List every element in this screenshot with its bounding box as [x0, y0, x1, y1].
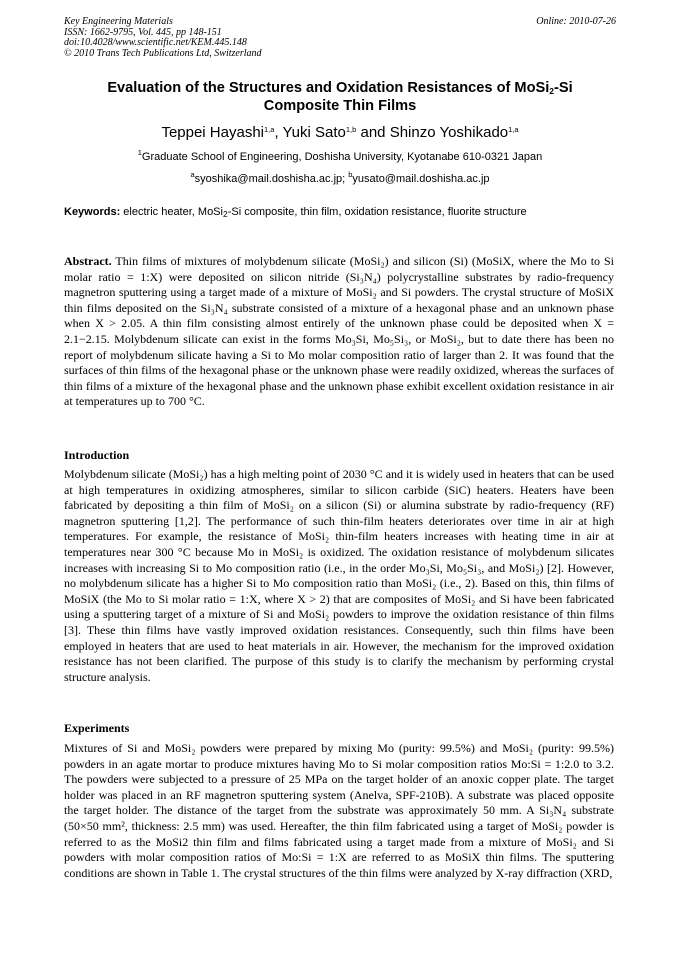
introduction-section	[64, 467, 614, 685]
abstract-label: Abstract.	[64, 254, 112, 268]
doi-line: doi:10.4028/www.scientific.net/KEM.445.148	[64, 37, 247, 49]
author-affil-mark: 1,a	[264, 125, 275, 134]
title-subscript: 2	[549, 86, 555, 96]
email-text: yusato@mail.doshisha.ac.jp	[352, 173, 490, 185]
introduction-heading: Introduction	[64, 448, 130, 462]
keywords-text: electric heater, MoSi	[120, 206, 223, 218]
title-line1-end: -Si	[554, 80, 573, 96]
affiliation-mark: 1	[137, 148, 142, 157]
email-mark: b	[348, 170, 353, 179]
author-name: Teppei Hayashi	[161, 124, 264, 141]
copyright-line: © 2010 Trans Tech Publications Ltd, Switzerland	[64, 47, 262, 59]
keywords-line	[64, 206, 616, 219]
email-mark: a	[190, 170, 195, 179]
abstract-text: Thin films of mixtures of molybdenum silicate (MoSi₂) and silicon (Si) (MoSiX, where the Mo to Si molar ratio = 1:X) were deposited on silicon nitride (Si₃N₄) polycrystalline substrates by radio-frequency magnetron sputtering using a target made of a mixture of MoSi₂ and Si powders. The crystal structure of MoSiX thin films deposited on the Si₃N₄ substrate consisted of a mixture of a hexagonal phase and an unknown phase when X > 2.05. A thin film consisting almost entirely of the unknown phase could be deposited when X = 2.1−2.15. Molybdenum silicate can exist in the forms Mo₃Si, Mo₅Si₃, or MoSi₂, but to date there has been no report of molybdenum silicate having a Si to Mo molar composition ratio of larger than 2. It was found that the surfaces of thin films of the hexagonal phase or the unknown phase were readily oxidized, whereas the surfaces of thin films of a mixture of the hexagonal phase and the unknown phase exhibit excellent oxidation resistance in air at temperatures up to 700 °C.	[64, 254, 614, 409]
abstract-paragraph	[64, 254, 614, 410]
title-line2: Composite Thin Films	[263, 97, 417, 114]
keywords-text-end: -Si composite, thin film, oxidation resistance, fluorite structure	[227, 206, 527, 218]
experiments-section	[64, 741, 614, 881]
email-text: syoshika@mail.doshisha.ac.jp;	[194, 173, 349, 185]
introduction-paragraph: Molybdenum silicate (MoSi₂) has a high melting point of 2030 °C and it is widely used in heaters that can be used at high temperatures in oxidizing atmospheres, similar to silicon carbide (SiC) heaters. Heaters have been fabricated by depositing a thin film of MoSi₂ on a silicon (Si) or alumina substrate by radio-frequency (RF) magnetron sputtering [1,2]. The performance of such thin-film heaters deteriorates over time in air at high temperatures. For example, the resistance of MoSi₂ thin-film heaters increases with heating time in air at temperatures near 300 °C because Mo in MoSi₂ is oxidized. The oxidation resistance of molybdenum silicates increases with increasing Si to Mo composition ratio (i.e., in the order Mo₃Si, Mo₅Si₃, and MoSi₂) [2]. However, no molybdenum silicate has a higher Si to Mo composition ratio than MoSi₂ (i.e., 2). Based on this, thin films of MoSiX (the Mo to Si molar ratio = 1:X, where X > 2) that are composites of MoSi₂ and Si have been fabricated using a sputtering target of a mixture of Si and MoSi₂ powders to improve the oxidation resistance of thin films [3]. These thin films have vastly improved oxidation resistances. Consequently, such thin films have been employed in heaters that are used to heat materials in air. However, the mechanism for the improved oxidation resistance has not been clarified. The purpose of this study is to clarify the mechanism by performing crystal structure analysis.	[64, 467, 614, 684]
issn-line: ISSN: 1662-9795, Vol. 445, pp 148-151	[64, 26, 222, 38]
author-name: and Shinzo Yoshikado	[356, 124, 509, 141]
author-emails	[64, 170, 616, 186]
online-date: Online: 2010-07-26	[536, 16, 616, 27]
affiliation-text: Graduate School of Engineering, Doshisha University, Kyotanabe 610-0321 Japan	[141, 151, 543, 163]
author-name: , Yuki Sato	[274, 124, 346, 141]
journal-header	[64, 17, 616, 59]
author-list	[64, 124, 616, 142]
keywords-label: Keywords:	[64, 206, 121, 218]
experiments-paragraph: Mixtures of Si and MoSi₂ powders were prepared by mixing Mo (purity: 99.5%) and MoSi₂ (purity: 99.5%) powders in an agate mortar to produce mixtures having Mo to Si molar composition ratios Mo:Si = 1:2.0 to 3.2. The powders were subjected to a pressure of 25 MPa on the target holder of an anoxic copper plate. The target holder was placed in an RF magnetron sputtering system (Anelva, SPF-210B). A substrate was placed opposite the target holder. The distance of the target from the substrate was approximately 50 mm. A Si₃N₄ substrate (50×50 mm², thickness: 2.5 mm) was used. Hereafter, the thin film fabricated using a target of MoSi₂ powder is referred to as the MoSi2 thin film and films fabricated using a target made from a mixture of MoSi₂ and Si powders with molar composition ratios of Mo:Si = 1:X are referred to as MoSiX thin films. The sputtering conditions are shown in Table 1. The crystal structures of the thin films were analyzed by X-ray diffraction (XRD,	[64, 741, 614, 880]
paper-title	[64, 80, 616, 115]
keywords-subscript: 2	[222, 209, 228, 219]
journal-name: Key Engineering Materials	[64, 16, 173, 27]
author-affil-mark: 1,a	[508, 125, 519, 134]
title-line1-text: Evaluation of the Structures and Oxidation Resistances of MoSi	[107, 80, 550, 96]
experiments-heading: Experiments	[64, 721, 130, 735]
affiliation	[64, 148, 616, 164]
author-affil-mark: 1,b	[345, 125, 357, 134]
abstract-section	[64, 254, 614, 410]
